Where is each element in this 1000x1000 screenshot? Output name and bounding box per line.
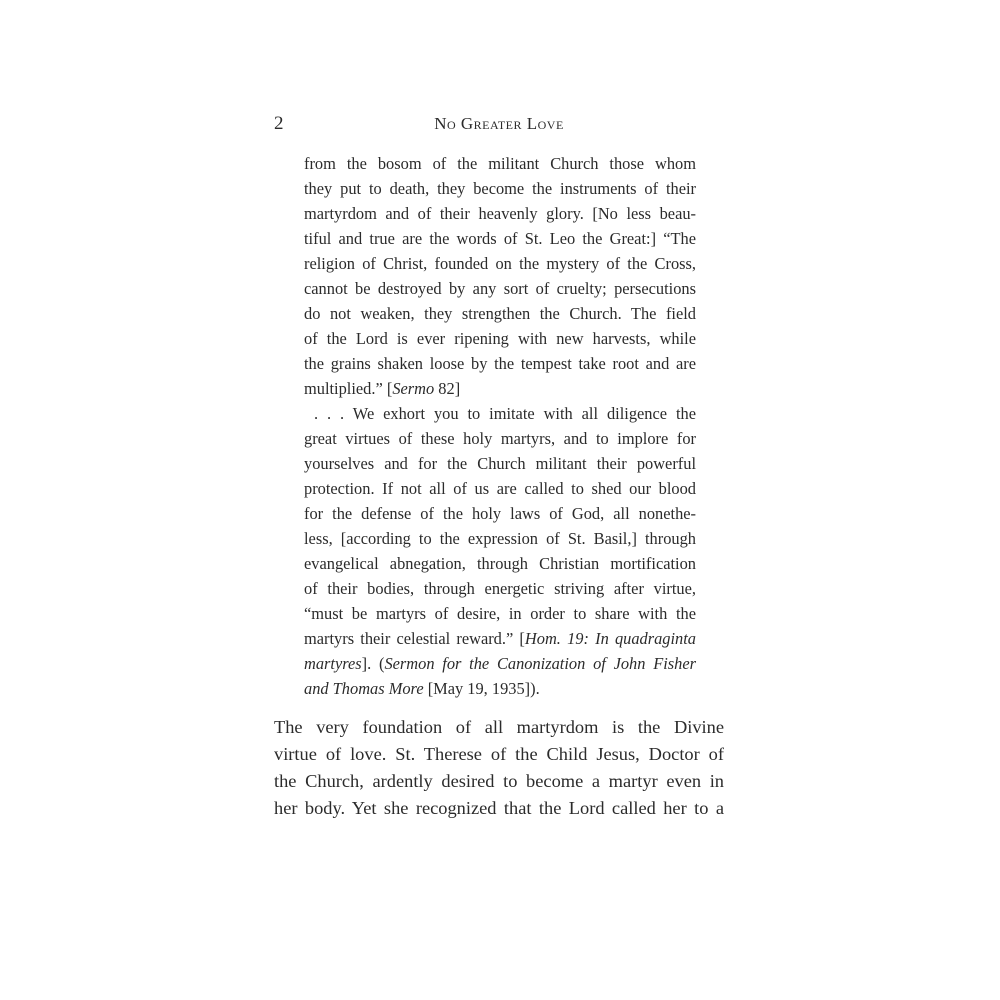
quote-line: from the bosom of the militant Church those whom [304, 154, 696, 173]
body-line: her body. Yet she recognized that the Lord called her to a [274, 798, 724, 818]
page-number: 2 [274, 113, 284, 134]
body-line: the Church, ardently desired to become a martyr even in [274, 771, 724, 791]
quote-line: and Thomas More [May 19, 1935]). [304, 679, 540, 698]
citation-italic: and Thomas More [304, 679, 424, 698]
citation-italic: martyres [304, 654, 362, 673]
quote-line: religion of Christ, founded on the mystery of the Cross, [304, 254, 696, 273]
quote-line: tiful and true are the words of St. Leo the Great:] “The [304, 229, 696, 248]
quote-line: do not weaken, they strengthen the Church. The field [304, 304, 696, 323]
block-quote [304, 151, 696, 701]
quote-line: cannot be destroyed by any sort of cruelty; persecutions [304, 279, 696, 298]
body-line: virtue of love. St. Therese of the Child Jesus, Doctor of [274, 744, 724, 764]
citation-italic: Hom. 19: In quadraginta [524, 629, 696, 648]
citation-italic: Sermo [392, 379, 435, 398]
quote-line: “must be martyrs of desire, in order to share with the [304, 604, 696, 623]
quote-line: martyrdom and of their heavenly glory. [No less beau- [304, 204, 696, 223]
running-title: No Greater Love [434, 114, 564, 133]
quote-line: of their bodies, through energetic striving after virtue, [304, 579, 696, 598]
quote-line: martyres]. (Sermon for the Canonization of John Fisher [304, 654, 696, 673]
quote-line: protection. If not all of us are called to shed our blood [304, 479, 696, 498]
quote-line: of the Lord is ever ripening with new harvests, while [304, 329, 696, 348]
quote-line: for the defense of the holy laws of God, all nonethe- [304, 504, 696, 523]
quote-line: multiplied.” [Sermo 82] [304, 379, 461, 398]
quote-line: they put to death, they become the instruments of their [304, 179, 696, 198]
quote-line: great virtues of these holy martyrs, and to implore for [304, 429, 696, 448]
quote-line: evangelical abnegation, through Christian mortification [304, 554, 696, 573]
quote-line: martyrs their celestial reward.” [Hom. 19: In quadraginta [304, 629, 696, 648]
quote-line: less, [according to the expression of St. Basil,] through [304, 529, 696, 548]
quote-line: yourselves and for the Church militant their powerful [304, 454, 696, 473]
citation-italic: Sermon for the Canonization of John Fisher [384, 654, 696, 673]
quote-line: the grains shaken loose by the tempest take root and are [304, 354, 696, 373]
quote-line: . . . We exhort you to imitate with all diligence the [314, 404, 696, 423]
page-header [274, 111, 724, 137]
body-line: The very foundation of all martyrdom is the Divine [274, 717, 724, 737]
body-paragraph [274, 714, 724, 822]
